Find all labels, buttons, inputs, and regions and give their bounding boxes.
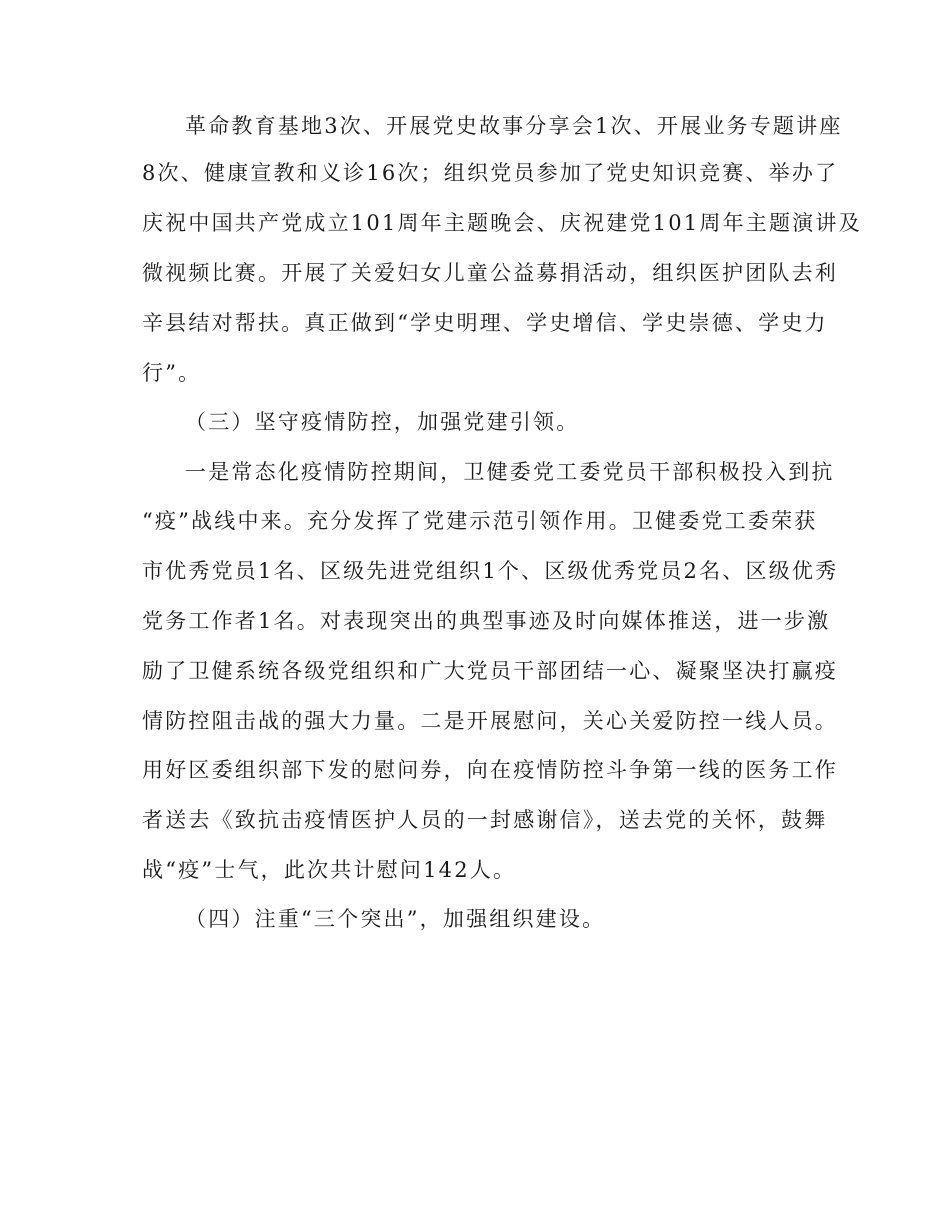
section-heading: （三）坚守疫情防控，加强党建引领。: [185, 410, 580, 434]
section-heading: （四）注重“三个突出”，加强组织建设。: [185, 907, 606, 931]
paragraph-line: 行”。: [142, 361, 202, 385]
paragraph-line: 励了卫健系统各级党组织和广大党员干部团结一心、凝聚坚决打赢疫: [142, 659, 838, 683]
paragraph-line: 8次、健康宣教和义诊16次；组织党员参加了党史知识竞赛、举办了: [142, 161, 839, 185]
paragraph-line: 一是常态化疫情防控期间，卫健委党工委党员干部积极投入到抗: [185, 460, 835, 484]
paragraph-line: 情防控阻击战的强大力量。二是开展慰问，关心关爱防控一线人员。: [142, 709, 838, 733]
paragraph-line: 庆祝中国共产党成立101周年主题晚会、庆祝建党101周年主题演讲及: [142, 211, 862, 235]
paragraph-line: 辛县结对帮扶。真正做到“学史明理、学史增信、学史崇德、学史力: [142, 311, 828, 335]
paragraph-line: 者送去《致抗击疫情医护人员的一封感谢信》，送去党的关怀，鼓舞: [142, 808, 828, 832]
paragraph-line: 革命教育基地3次、开展党史故事分享会1次、开展业务专题讲座: [185, 114, 843, 138]
paragraph-line: 党务工作者1名。对表现突出的典型事迹及时向媒体推送，进一步激: [142, 609, 831, 633]
paragraph-line: 用好区委组织部下发的慰问券，向在疫情防控斗争第一线的医务工作: [142, 758, 838, 782]
paragraph-line: 微视频比赛。开展了关爱妇女儿童公益募捐活动，组织医护团队去利: [142, 261, 838, 285]
paragraph-line: “疫”战线中来。充分发挥了党建示范引领作用。卫健委党工委荣获: [142, 509, 818, 533]
paragraph-line: 战“疫”士气，此次共计慰问142人。: [142, 858, 517, 882]
paragraph-line: 市优秀党员1名、区级先进党组织1个、区级优秀党员2名、区级优秀: [142, 559, 839, 583]
